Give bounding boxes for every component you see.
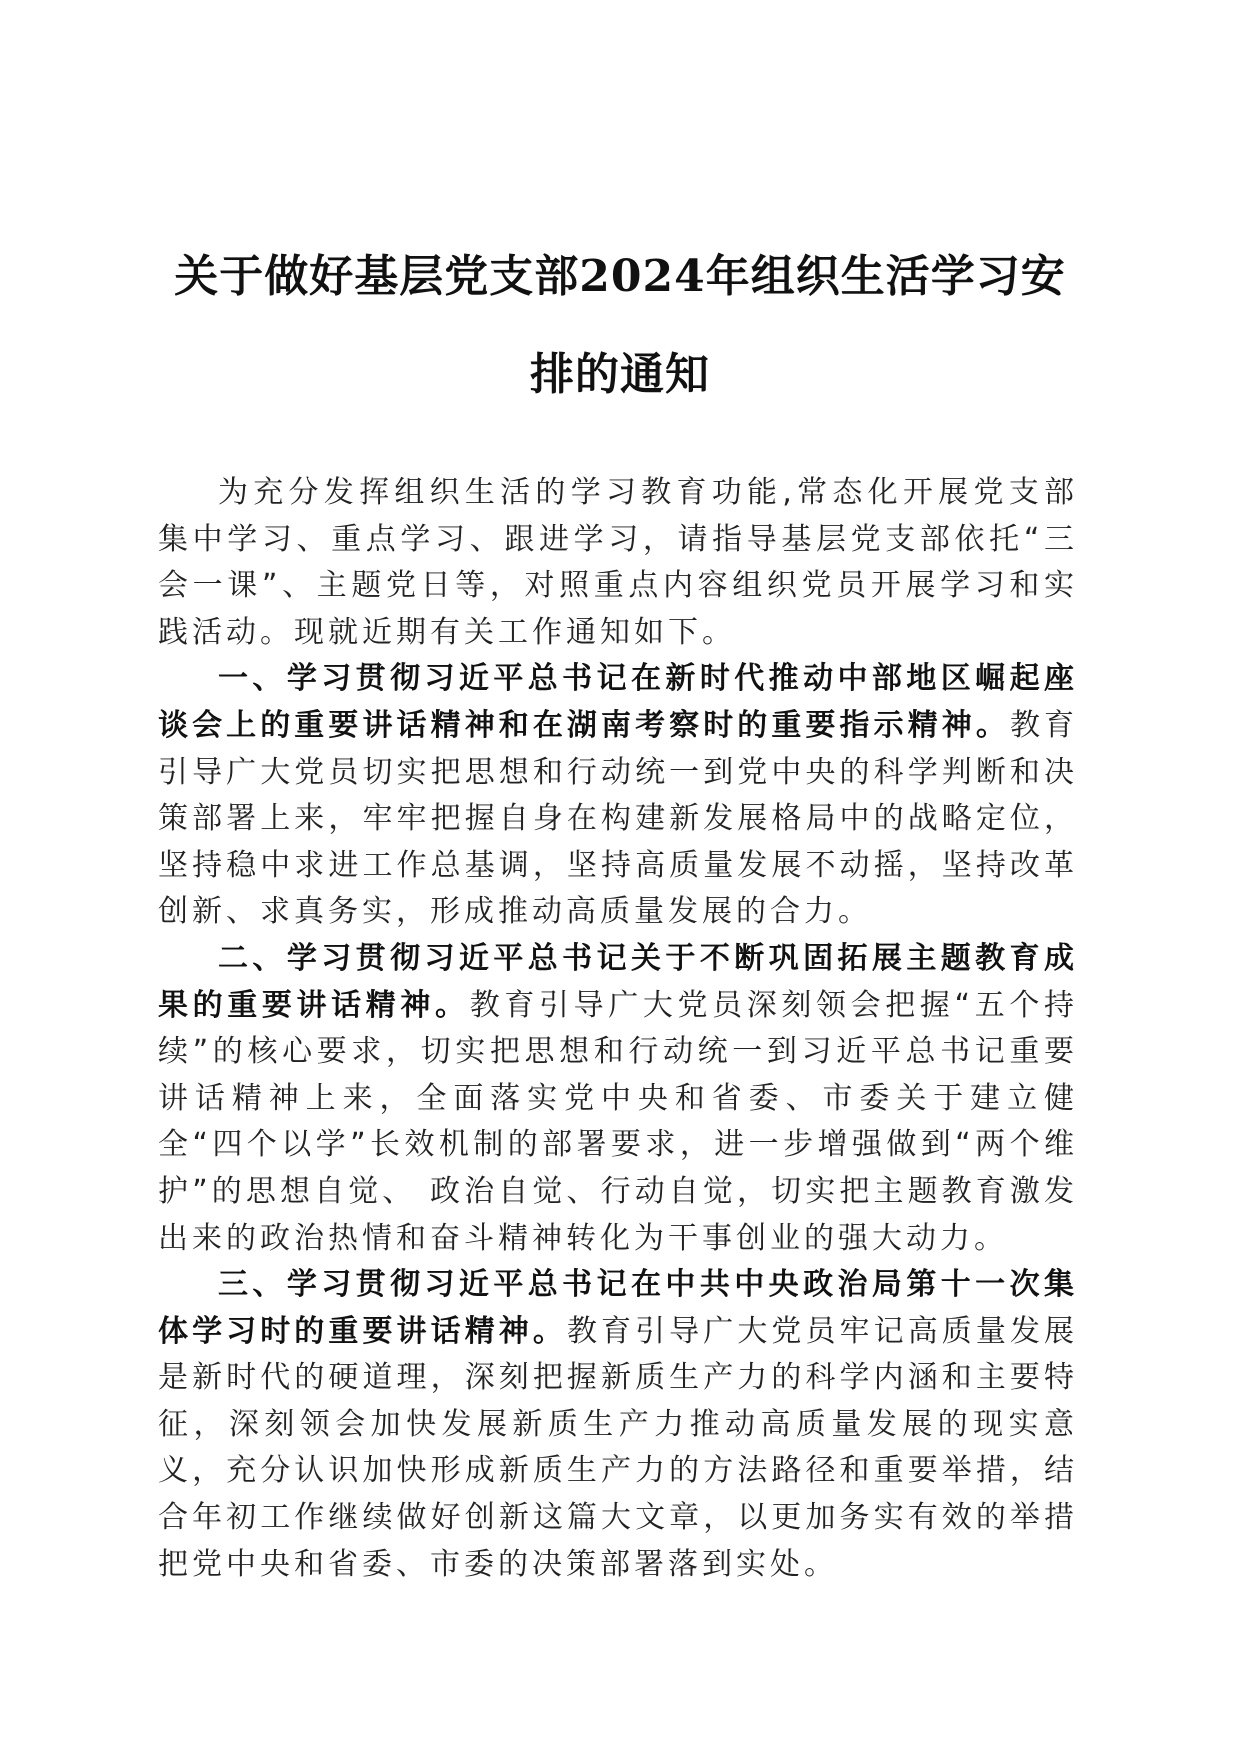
document-title [150, 228, 1090, 424]
section-3-paragraph [158, 1262, 1078, 1588]
section-2-text: 教育引导广大党员深刻领会把握“五个持续”的核心要求，切实把思想和行动统一到习近平总书记重要讲话精神上来，全面落实党中央和省委、市委关于建立健全“四个以学”长效机制的部署要求，进一步增强做到“两个维护”的思想自觉、 政治自觉、行动自觉，切实把主题教育激发出来的政治热情和奋斗精神转化为干事创业的强大动力。 [158, 987, 1079, 1256]
title-line-1: 关于做好基层党支部2024年组织生活学习安 [174, 251, 1066, 302]
section-3-heading: 三、学习贯彻习近平总书记在中共中央政治局第十一次集体学习时的重要讲话精神。 [158, 1267, 1078, 1349]
section-1-heading: 一、学习贯彻习近平总书记在新时代推动中部地区崛起座谈会上的重要讲话精神和在湖南考察时的重要指示精神。 [158, 661, 1078, 743]
intro-paragraph: 为充分发挥组织生活的学习教育功能,常态化开展党支部集中学习、重点学习、跟进学习，请指导基层党支部依托“三会一课”、主题党日等，对照重点内容组织党员开展学习和实践活动。现就近期有关工作通知如下。 [158, 475, 1078, 650]
section-3-text: 教育引导广大党员牢记高质量发展是新时代的硬道理，深刻把握新质生产力的科学内涵和主要特征，深刻领会加快发展新质生产力推动高质量发展的现实意义，充分认识加快形成新质生产力的方法路径和重要举措，结合年初工作继续做好创新这篇大文章，以更加务实有效的举措把党中央和省委、市委的决策部署落到实处。 [158, 1313, 1079, 1582]
section-1-text: 教育引导广大党员切实把思想和行动统一到党中央的科学判断和决策部署上来，牢牢把握自身在构建新发展格局中的战略定位，坚持稳中求进工作总基调，坚持高质量发展不动摇，坚持改革创新、求真务实，形成推动高质量发展的合力。 [158, 707, 1079, 930]
document-body [158, 470, 1078, 1588]
section-1-paragraph [158, 656, 1078, 936]
section-2-paragraph [158, 936, 1078, 1262]
title-line-2: 排的通知 [530, 349, 710, 400]
section-2-heading: 二、学习贯彻习近平总书记关于不断巩固拓展主题教育成果的重要讲话精神。 [158, 940, 1078, 1023]
